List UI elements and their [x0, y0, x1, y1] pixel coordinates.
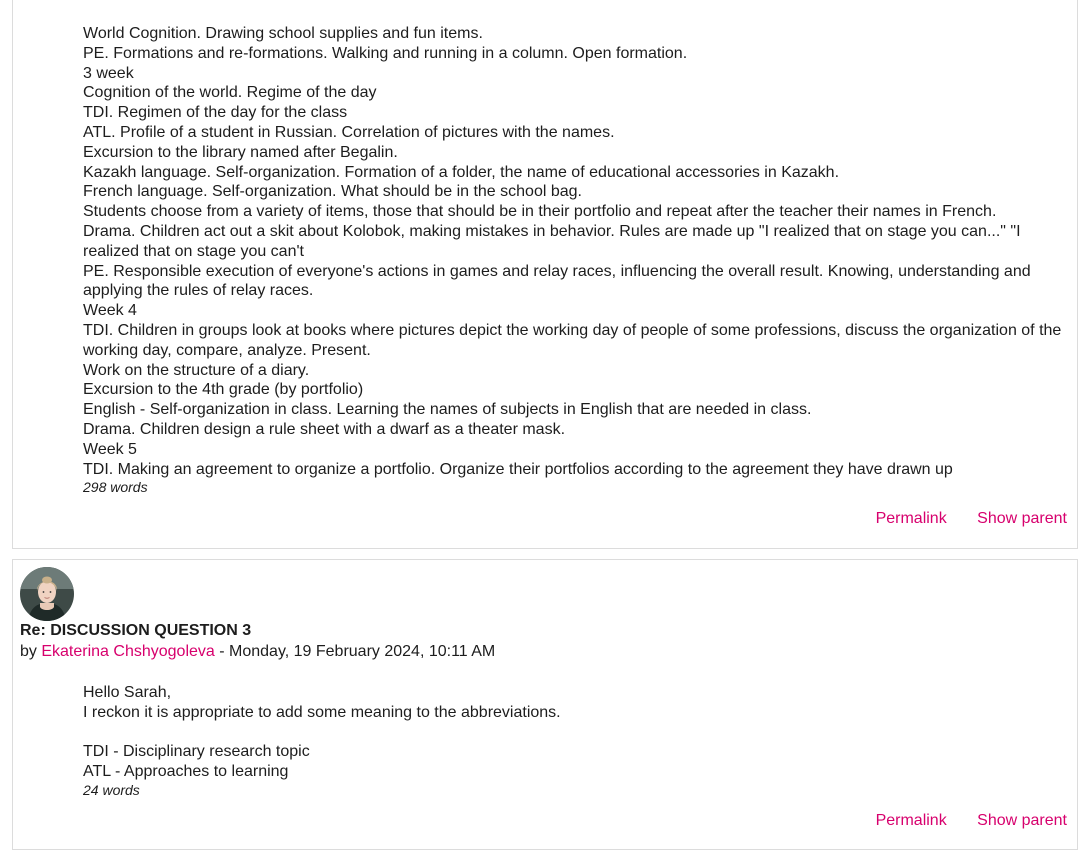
post-content	[83, 24, 1077, 496]
permalink-link[interactable]: Permalink	[875, 812, 947, 829]
permalink-link[interactable]: Permalink	[875, 510, 947, 527]
post-actions	[850, 510, 1067, 528]
post-actions	[850, 812, 1067, 830]
post-line: PE. Responsible execution of everyone's actions in games and relay races, influencing the overall result. Knowing, understanding and applying the rules of relay races.	[83, 262, 1031, 300]
post-line: ATL. Profile of a student in Russian. Correlation of pictures with the names.	[83, 123, 615, 141]
post-line	[83, 723, 1077, 743]
show-parent-link[interactable]: Show parent	[977, 510, 1067, 527]
post-line: Students choose from a variety of items, those that should be in their portfolio and repeat after the teacher their names in French.	[83, 203, 997, 221]
post-line: Excursion to the library named after Begalin.	[83, 143, 398, 161]
date-separator: -	[214, 643, 230, 660]
post-line: Cognition of the world. Regime of the day	[83, 84, 377, 102]
post-line: Work on the structure of a diary.	[83, 361, 310, 379]
post-line: French language. Self-organization. What should be in the school bag.	[83, 183, 582, 201]
post-line: Kazakh language. Self-organization. Formation of a folder, the name of educational accessories in Kazakh.	[83, 163, 840, 181]
word-count: 24 words	[83, 781, 140, 798]
post-subject: Re: DISCUSSION QUESTION 3	[20, 622, 252, 639]
post-line: English - Self-organization in class. Learning the names of subjects in English that are needed in class.	[83, 401, 812, 419]
post-content	[83, 683, 1077, 799]
post-line: I reckon it is appropriate to add some meaning to the abbreviations.	[83, 703, 561, 721]
post-date: Monday, 19 February 2024, 10:11 AM	[229, 643, 496, 660]
post-line: Week 5	[83, 440, 137, 458]
post-line: TDI. Regimen of the day for the class	[83, 104, 348, 122]
show-parent-link[interactable]: Show parent	[977, 812, 1067, 829]
post-line: World Cognition. Drawing school supplies and fun items.	[83, 25, 483, 42]
word-count: 298 words	[83, 479, 148, 496]
post-line: TDI - Disciplinary research topic	[83, 743, 310, 761]
post-line: TDI. Children in groups look at books where pictures depict the working day of people of some professions, discuss the organization of the working day, compare, analyze. Present.	[83, 321, 1062, 359]
by-prefix: by	[20, 643, 37, 660]
post-line: Drama. Children act out a skit about Kolobok, making mistakes in behavior. Rules are made up "I realized that on stage you can..." "I realized that on stage you can't	[83, 222, 1021, 260]
post-line: ATL - Approaches to learning	[83, 763, 289, 781]
post-line: 3 week	[83, 64, 134, 82]
forum-post	[12, 0, 1078, 549]
post-line: Week 4	[83, 302, 137, 320]
post-line: TDI. Making an agreement to organize a portfolio. Organize their portfolios according to the agreement they have drawn up	[83, 460, 953, 478]
avatar[interactable]	[20, 567, 74, 621]
author-link[interactable]: Ekaterina Chshyogoleva	[41, 643, 215, 660]
post-line: PE. Formations and re-formations. Walking and running in a column. Open formation.	[83, 44, 688, 62]
post-byline	[20, 642, 495, 661]
forum-post	[12, 559, 1078, 850]
post-line: Excursion to the 4th grade (by portfolio)	[83, 381, 364, 399]
user-avatar-icon	[20, 567, 74, 621]
post-line: Hello Sarah,	[83, 684, 172, 701]
post-line: Drama. Children design a rule sheet with a dwarf as a theater mask.	[83, 420, 566, 438]
